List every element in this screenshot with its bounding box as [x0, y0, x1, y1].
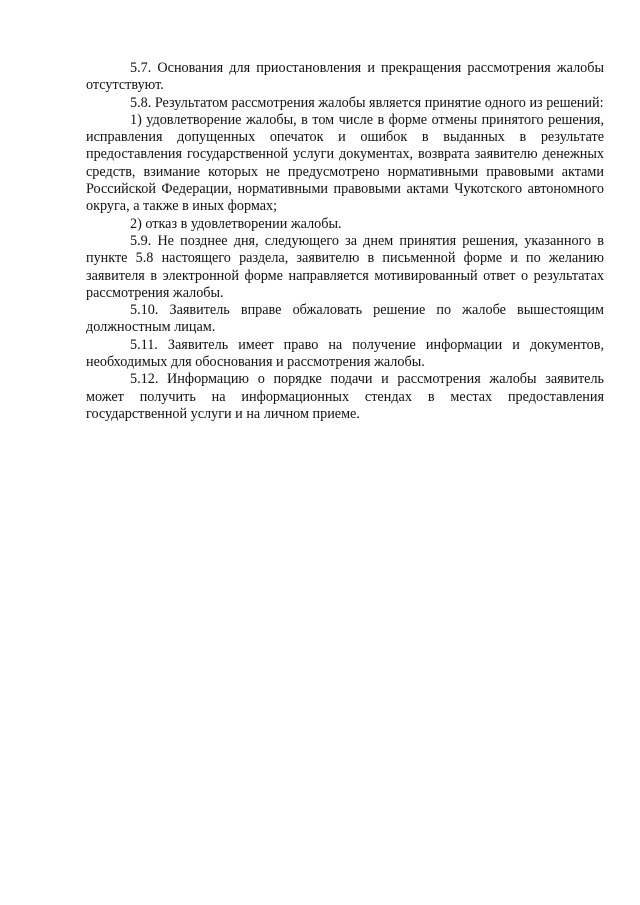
document-body	[86, 60, 604, 423]
paragraph-5-8-item-1: 1) удовлетворение жалобы, в том числе в форме отмены принятого решения, исправления допущенных опечаток и ошибок в выданных в результате предоставления государственной услуги документах, возврата заявителю денежных средств, взимание которых не предусмотрено нормативными правовыми актами Российской Федерации, нормативными правовыми актами Чукотского автономного округа, а также в иных формах;	[86, 111, 604, 215]
paragraph-5-9: 5.9. Не позднее дня, следующего за днем принятия решения, указанного в пункте 5.8 настоящего раздела, заявителю в письменной форме и по желанию заявителя в электронной форме направляется мотивированный ответ о результатах рассмотрения жалобы.	[86, 232, 604, 301]
paragraph-5-8-item-2: 2) отказ в удовлетворении жалобы.	[130, 215, 342, 232]
paragraph-5-7: 5.7. Основания для приостановления и прекращения рассмотрения жалобы отсутствуют.	[86, 60, 604, 94]
paragraph-5-11: 5.11. Заявитель имеет право на получение информации и документов, необходимых для обоснования и рассмотрения жалобы.	[86, 336, 604, 371]
paragraph-5-8: 5.8. Результатом рассмотрения жалобы является принятие одного из решений:	[130, 94, 604, 111]
paragraph-5-12: 5.12. Информацию о порядке подачи и рассмотрения жалобы заявитель может получить на информационных стендах в местах предоставления государственной услуги и на личном приеме.	[86, 371, 604, 422]
paragraph-5-10: 5.10. Заявитель вправе обжаловать решение по жалобе вышестоящим должностным лицам.	[86, 302, 604, 336]
